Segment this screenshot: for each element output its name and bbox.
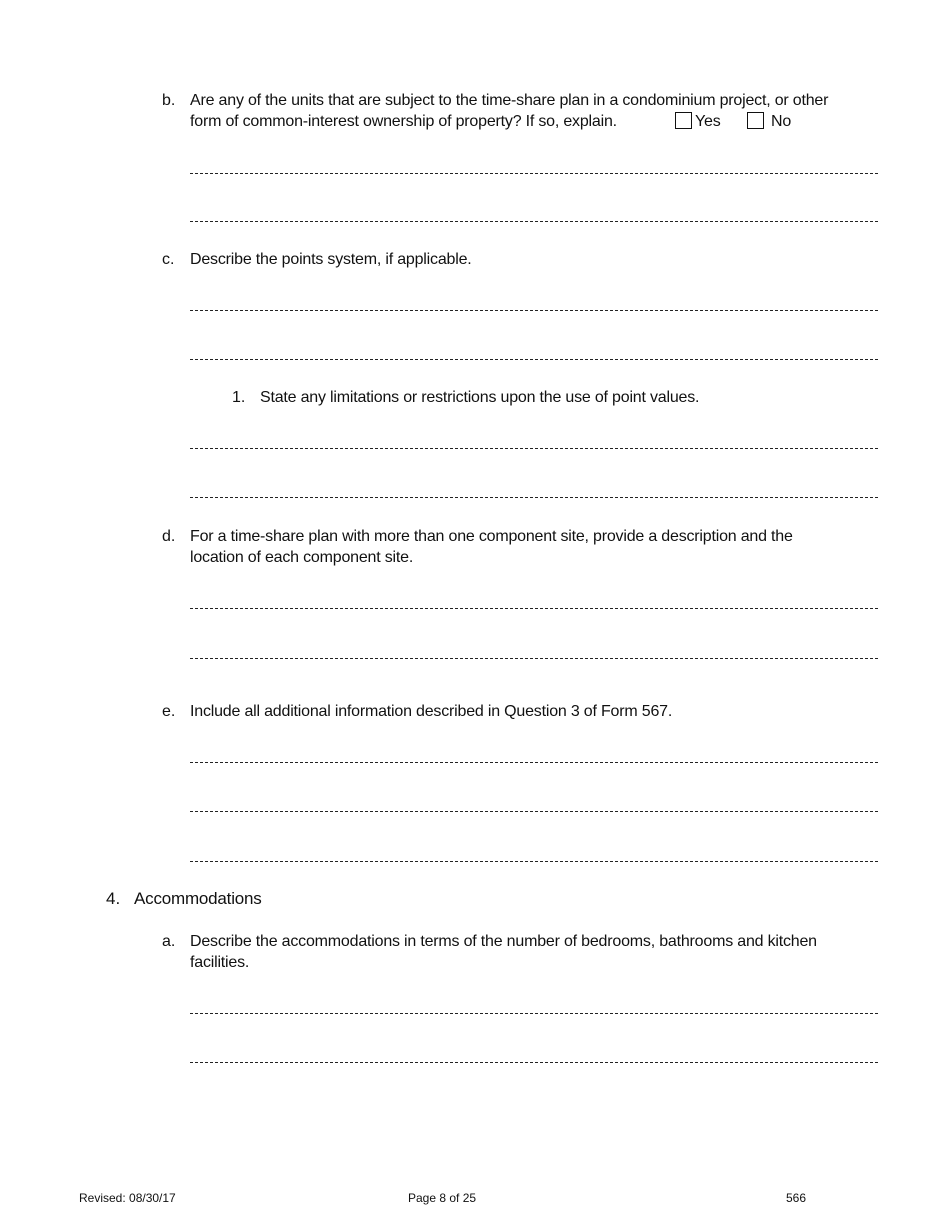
item-e-question: Include all additional information described in Question 3 of Form 567. — [190, 703, 673, 720]
answer-line-4a-2[interactable] — [190, 1062, 878, 1063]
footer-form-number: 566 — [786, 1191, 807, 1205]
answer-line-e-1[interactable] — [190, 762, 878, 763]
item-e-marker: e. — [162, 703, 176, 720]
item-4a-marker: a. — [162, 933, 176, 950]
item-c-marker: c. — [162, 251, 175, 268]
answer-line-b-2[interactable] — [190, 221, 878, 222]
answer-line-c-2[interactable] — [190, 359, 878, 360]
item-d-question-line1: For a time-share plan with more than one component site, provide a description and the — [190, 528, 793, 545]
footer-revised-date: Revised: 08/30/17 — [79, 1191, 176, 1205]
item-4a-question-line1: Describe the accommodations in terms of the number of bedrooms, bathrooms and kitchen — [190, 933, 817, 950]
no-checkbox[interactable] — [747, 112, 764, 129]
answer-line-d-2[interactable] — [190, 658, 878, 659]
answer-line-e-3[interactable] — [190, 861, 878, 862]
answer-line-c1-1[interactable] — [190, 448, 878, 449]
answer-line-4a-1[interactable] — [190, 1013, 878, 1014]
item-d-question-line2: location of each component site. — [190, 549, 414, 566]
answer-line-c-1[interactable] — [190, 310, 878, 311]
item-b-question-line1: Are any of the units that are subject to the time-share plan in a condominium project, or other — [190, 92, 829, 109]
answer-line-e-2[interactable] — [190, 811, 878, 812]
answer-line-c1-2[interactable] — [190, 497, 878, 498]
answer-line-b-1[interactable] — [190, 173, 878, 174]
item-b-question-line2: form of common-interest ownership of property? If so, explain. — [190, 113, 617, 130]
footer-page-number: Page 8 of 25 — [408, 1191, 477, 1205]
item-c1-question: State any limitations or restrictions upon the use of point values. — [260, 389, 700, 406]
yes-checkbox[interactable] — [675, 112, 692, 129]
no-label: No — [771, 113, 792, 130]
section-4-marker: 4. — [106, 889, 121, 908]
item-b-marker: b. — [162, 92, 176, 109]
item-c1-marker: 1. — [232, 389, 246, 406]
item-d-marker: d. — [162, 528, 176, 545]
answer-line-d-1[interactable] — [190, 608, 878, 609]
yes-label: Yes — [695, 113, 721, 130]
item-4a-question-line2: facilities. — [190, 954, 250, 971]
item-c-question: Describe the points system, if applicable. — [190, 251, 472, 268]
section-4-title: Accommodations — [134, 889, 262, 908]
